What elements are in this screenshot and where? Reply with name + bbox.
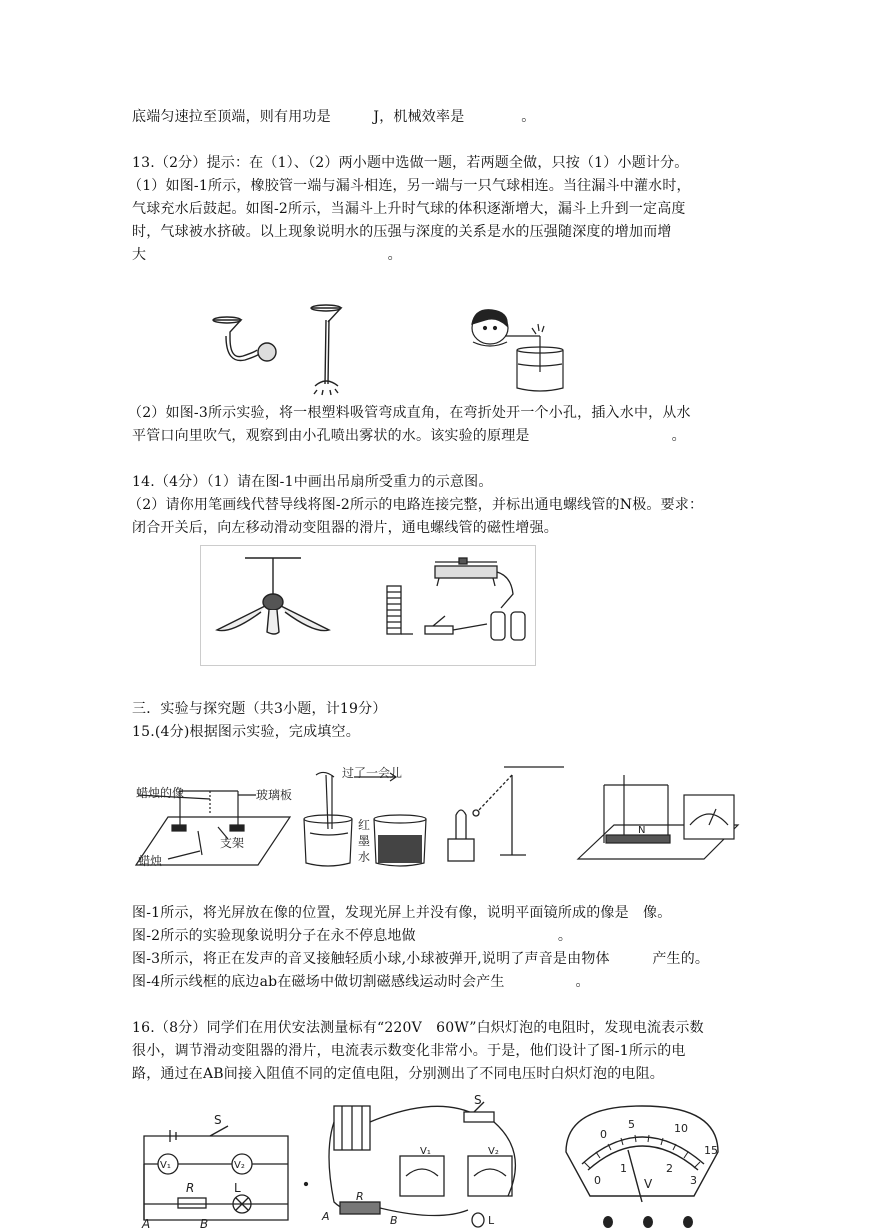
label-candle: 蜡烛 (138, 854, 163, 868)
physical-circuit (305, 1102, 516, 1227)
section3-title: 三．实验与探究题（共3小题，计19分） (132, 701, 387, 717)
q16-line-2: 很小，调节滑动变阻器的滑片，电流表示数变化非常小。于是，他们设计了图-1所示的电 (132, 1043, 686, 1059)
label-switch-s: S (214, 1113, 222, 1127)
q15-header: 15.(4分)根据图示实验，完成填空。 (132, 724, 360, 740)
tuning-fork-figure (448, 767, 564, 861)
induction-figure (578, 775, 738, 859)
label-physical-v1: V₁ (420, 1146, 431, 1157)
boy-blowing-figure (472, 310, 563, 391)
q15-fig4-text: 图-4所示线框的底边ab在磁场中做切割磁感线运动时会产生 。 (132, 974, 590, 990)
label-glass-plate: 玻璃板 (256, 788, 293, 802)
label-a: A (142, 1217, 151, 1228)
tall-funnel-figure (311, 305, 341, 395)
q14-figures (200, 545, 536, 666)
label-ink: 墨 (358, 834, 371, 848)
q15-fig2-text: 图-2所示的实验现象说明分子在永不停息地做 。 (132, 928, 573, 944)
ceiling-fan-figure (217, 558, 329, 634)
circuit-diagram (144, 1126, 288, 1220)
q13-line-4: 时，气球被水挤破。以上现象说明水的压强与深度的关系是水的压强随深度的增加而增 (132, 224, 672, 240)
q16-figures (138, 1092, 750, 1228)
q13-header: 13.（2分）提示：在（1）、（2）两小题中选做一题，若两题全做，只按（1）小题计分。 (132, 155, 689, 171)
scale-bottom-2: 2 (666, 1162, 673, 1175)
q14-line-3: 闭合开关后，向左移动滑动变阻器的滑片，通电螺线管的磁性增强。 (132, 520, 558, 536)
q13-figures (205, 298, 575, 398)
label-physical-s: S (474, 1093, 482, 1107)
circuit-figure (387, 558, 525, 640)
q14-header: 14.（4分）（1）请在图-1中画出吊扇所受重力的示意图。 (132, 474, 493, 490)
q16-line-3: 路，通过在AB间接入阻值不同的定值电阻，分别测出了不同电压时白炽灯泡的电阻。 (132, 1066, 664, 1082)
voltmeter-dial (566, 1106, 718, 1202)
meter-unit-v: V (644, 1177, 653, 1191)
label-physical-r: R (356, 1190, 364, 1203)
text-line-1: 底端匀速拉至顶端，则有用功是 J，机械效率是 。 (132, 109, 536, 125)
q15-fig1-text: 图-1所示，将光屏放在像的位置，发现光屏上并没有像，说明平面镜所成的像是 像。 (132, 905, 672, 921)
label-physical-l: L (488, 1214, 495, 1227)
q13-line-5: 大 。 (132, 247, 402, 263)
label-l: L (234, 1181, 241, 1195)
label-n-pole: N (638, 825, 646, 836)
label-stand: 支架 (220, 836, 245, 850)
funnel-balloon-figure (213, 317, 276, 361)
label-v1: V₁ (160, 1160, 171, 1171)
q13-part2-line-2: 平管口向里吹气，观察到由小孔喷出雾状的水。该实验的原理是 。 (132, 428, 686, 444)
q14-line-2: （2）请你用笔画线代替导线将图-2所示的电路连接完整，并标出通电螺线管的N极。要求： (128, 497, 704, 513)
label-physical-v2: V₂ (488, 1146, 499, 1157)
label-red: 红 (358, 818, 371, 832)
label-r: R (186, 1181, 195, 1195)
label-water: 水 (358, 850, 371, 864)
label-physical-b: B (390, 1214, 398, 1227)
q15-figures (128, 755, 750, 880)
q13-line-3: 气球充水后鼓起。如图-2所示，当漏斗上升时气球的体积逐渐增大，漏斗上升到一定高度 (132, 201, 686, 217)
scale-top-0: 0 (600, 1128, 607, 1141)
diffused-ink (378, 835, 422, 863)
q15-fig3-text: 图-3所示，将正在发声的音叉接触轻质小球,小球被弹开,说明了声音是由物体 产生的。 (132, 951, 710, 967)
scale-top-5: 5 (628, 1118, 635, 1131)
meter-terminals (603, 1216, 693, 1228)
scale-top-10: 10 (674, 1122, 688, 1135)
label-b: B (200, 1217, 209, 1228)
scale-bottom-1: 1 (620, 1162, 627, 1175)
scale-top-15: 15 (704, 1144, 718, 1157)
label-candle-image: 蜡烛的像 (136, 786, 185, 800)
scale-bottom-3: 3 (690, 1174, 697, 1187)
label-v2: V₂ (234, 1160, 245, 1171)
scale-bottom-0: 0 (594, 1174, 601, 1187)
label-after-while: 过了一会儿 (342, 766, 403, 780)
q13-line-2: （1）如图-1所示，橡胶管一端与漏斗相连，另一端与一只气球相连。当往漏斗中灌水时， (128, 178, 691, 194)
q16-header: 16.（8分）同学们在用伏安法测量标有“220V 60W”白炽灯泡的电阻时，发现电流表示数 (132, 1020, 704, 1036)
q13-part2-line-1: （2）如图-3所示实验，将一根塑料吸管弯成直角，在弯折处开一个小孔，插入水中，从水 (128, 405, 691, 421)
label-physical-a: A (322, 1210, 330, 1223)
